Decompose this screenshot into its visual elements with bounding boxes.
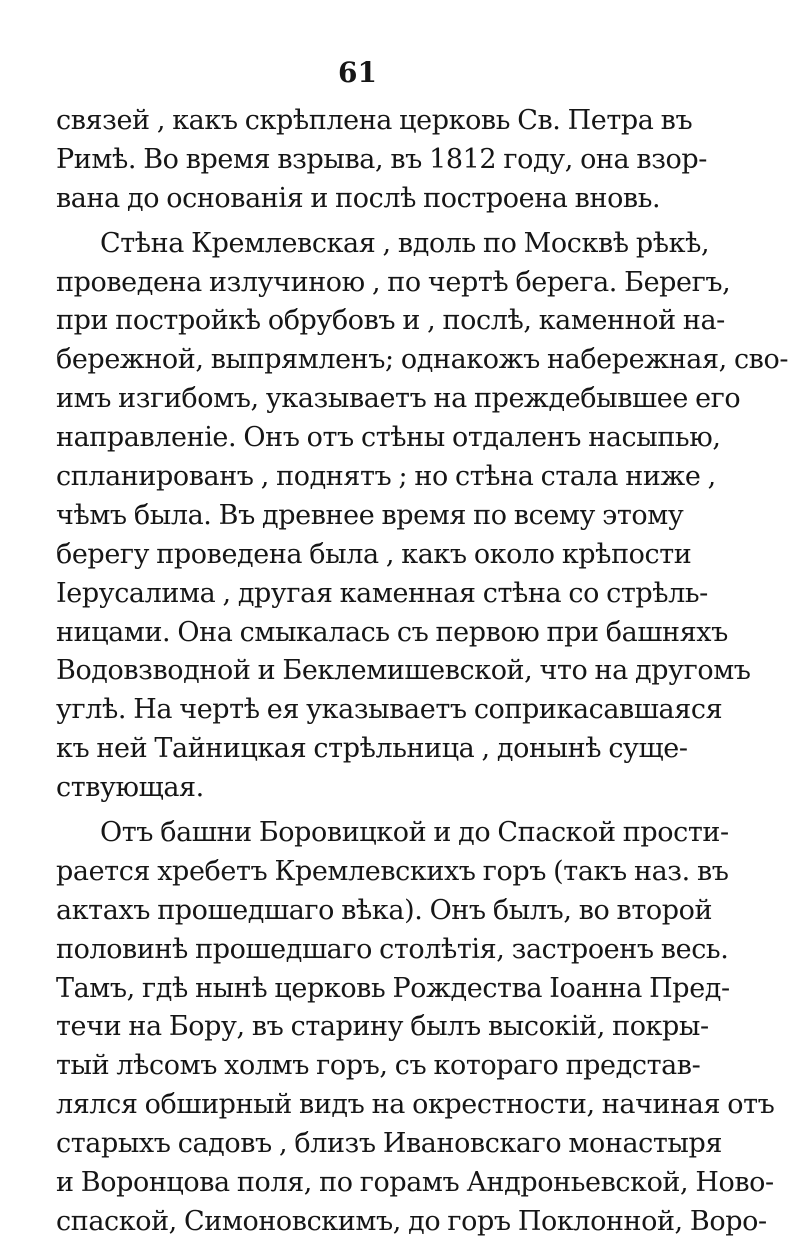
text-line: Римѣ. Во время взрыва, въ 1812 году, она взор-: [56, 143, 707, 175]
text-line: старыхъ садовъ , близъ Ивановскаго монастыря: [56, 1128, 723, 1160]
text-line: лялся обширный видъ на окрестности, начиная отъ: [56, 1089, 775, 1121]
text-line: при постройкѣ обрубовъ и , послѣ, каменной на-: [56, 305, 725, 337]
page-number: 61: [338, 56, 377, 89]
text-line: Отъ башни Боровицкой и до Спаской прости-: [100, 817, 729, 849]
text-line: берегу проведена была , какъ около крѣпости: [56, 538, 692, 570]
text-line: бережной, выпрямленъ; однакожъ набережная, сво-: [56, 344, 788, 376]
text-line: имъ изгибомъ, указываетъ на преждебывшее его: [56, 383, 741, 415]
text-line: связей , какъ скрѣплена церковь Св. Петра въ: [56, 105, 693, 136]
text-line: Водовзводной и Беклемишевской, что на другомъ: [56, 655, 751, 687]
text-line: ницами. Она смыкалась съ первою при башняхъ: [56, 616, 728, 648]
text-line: проведена излучиною , по чертѣ берега. Берегъ,: [56, 266, 731, 298]
text-line: ствующая.: [56, 772, 204, 804]
text-line: вана до основанія и послѣ построена вновь.: [56, 182, 661, 214]
text-line: спланированъ , поднятъ ; но стѣна стала ниже ,: [56, 461, 716, 493]
text-line: Іерусалима , другая каменная стѣна со стрѣль-: [56, 577, 708, 609]
text-line: актахъ прошедшаго вѣка). Онъ былъ, во второй: [56, 894, 713, 926]
page-text: [56, 102, 788, 1242]
text-line: углѣ. На чертѣ ея указываетъ соприкасавшаяся: [56, 694, 723, 726]
text-line: чѣмъ была. Въ древнее время по всему этому: [56, 499, 684, 531]
text-line: и Воронцова поля, по горамъ Андроньевской, Ново-: [56, 1167, 774, 1199]
text-line: къ ней Тайницкая стрѣльница , донынѣ суще-: [56, 733, 688, 765]
text-line: спаской, Симоновскимъ, до горъ Поклонной, Воро-: [56, 1205, 767, 1237]
text-line: Тамъ, гдѣ нынѣ церковь Рождества Іоанна Пред-: [56, 972, 730, 1004]
text-line: течи на Бору, въ старину былъ высокій, покры-: [56, 1011, 709, 1043]
text-line: направленіе. Онъ отъ стѣны отдаленъ насыпью,: [56, 422, 721, 454]
text-line: Стѣна Кремлевская , вдоль по Москвѣ рѣкѣ,: [100, 227, 710, 259]
text-line: тый лѣсомъ холмъ горъ, съ котораго представ-: [56, 1050, 701, 1082]
text-line: половинѣ прошедшаго столѣтія, застроенъ весь.: [56, 933, 729, 965]
text-line: рается хребетъ Кремлевскихъ горъ (такъ наз. въ: [56, 855, 729, 887]
